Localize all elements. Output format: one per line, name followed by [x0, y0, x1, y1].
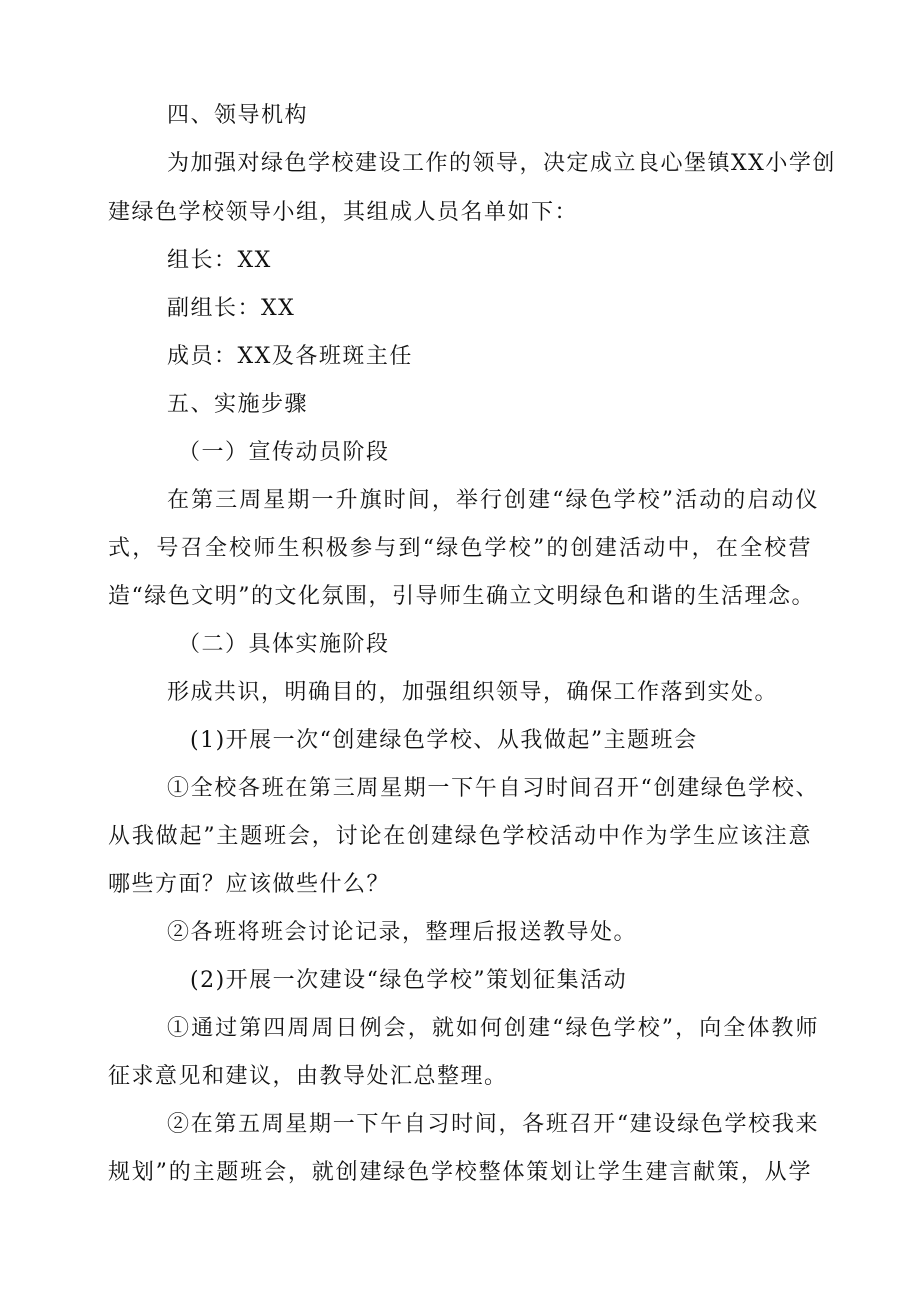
member-deputy-leader: 副组长：XX	[167, 296, 296, 321]
paragraph-line: 形成共识，明确目的，加强组织领导，确保工作落到实处。	[167, 680, 779, 705]
item-heading-1: (1)开展一次“创建绿色学校、从我做起”主题班会	[190, 728, 698, 753]
paragraph-line: 为加强对绿色学校建设工作的领导，决定成立良心堡镇XX小学创	[167, 151, 836, 176]
paragraph-line: 从我做起”主题班会，讨论在创建绿色学校活动中作为学生应该注意	[108, 824, 812, 849]
subsection-heading-publicity: （一）宣传动员阶段	[178, 440, 390, 465]
paragraph-line: 在第三周星期一升旗时间，举行创建“绿色学校”活动的启动仪	[167, 488, 819, 513]
paragraph-line: 造“绿色文明”的文化氛围，引导师生确立文明绿色和谐的生活理念。	[108, 584, 815, 609]
paragraph-line: 规划”的主题班会，就创建绿色学校整体策划让学生建言献策，从学	[108, 1160, 812, 1185]
section-heading-leadership: 四、领导机构	[167, 103, 309, 128]
paragraph-line: ②在第五周星期一下午自习时间，各班召开“建设绿色学校我来	[167, 1112, 819, 1137]
section-heading-steps: 五、实施步骤	[167, 392, 309, 417]
paragraph-line: 建绿色学校领导小组，其组成人员名单如下：	[108, 200, 579, 225]
item-heading-2: (2)开展一次建设“绿色学校”策划征集活动	[190, 968, 628, 993]
paragraph-line: 式，号召全校师生积极参与到“绿色学校”的创建活动中，在全校营	[108, 536, 812, 561]
paragraph-line: ②各班将班会讨论记录，整理后报送教导处。	[167, 920, 638, 945]
paragraph-line: ①全校各班在第三周星期一下午自习时间召开“创建绿色学校、	[167, 776, 819, 801]
paragraph-line: ①通过第四周周日例会，就如何创建“绿色学校”，向全体教师	[167, 1016, 819, 1041]
paragraph-line: 哪些方面？应该做些什么？	[108, 872, 391, 897]
paragraph-line: 征求意见和建议，由教导处汇总整理。	[108, 1064, 508, 1089]
subsection-heading-implementation: （二）具体实施阶段	[178, 632, 390, 657]
member-leader: 组长：XX	[167, 248, 272, 273]
member-members: 成员：XX及各班斑主任	[167, 344, 413, 369]
